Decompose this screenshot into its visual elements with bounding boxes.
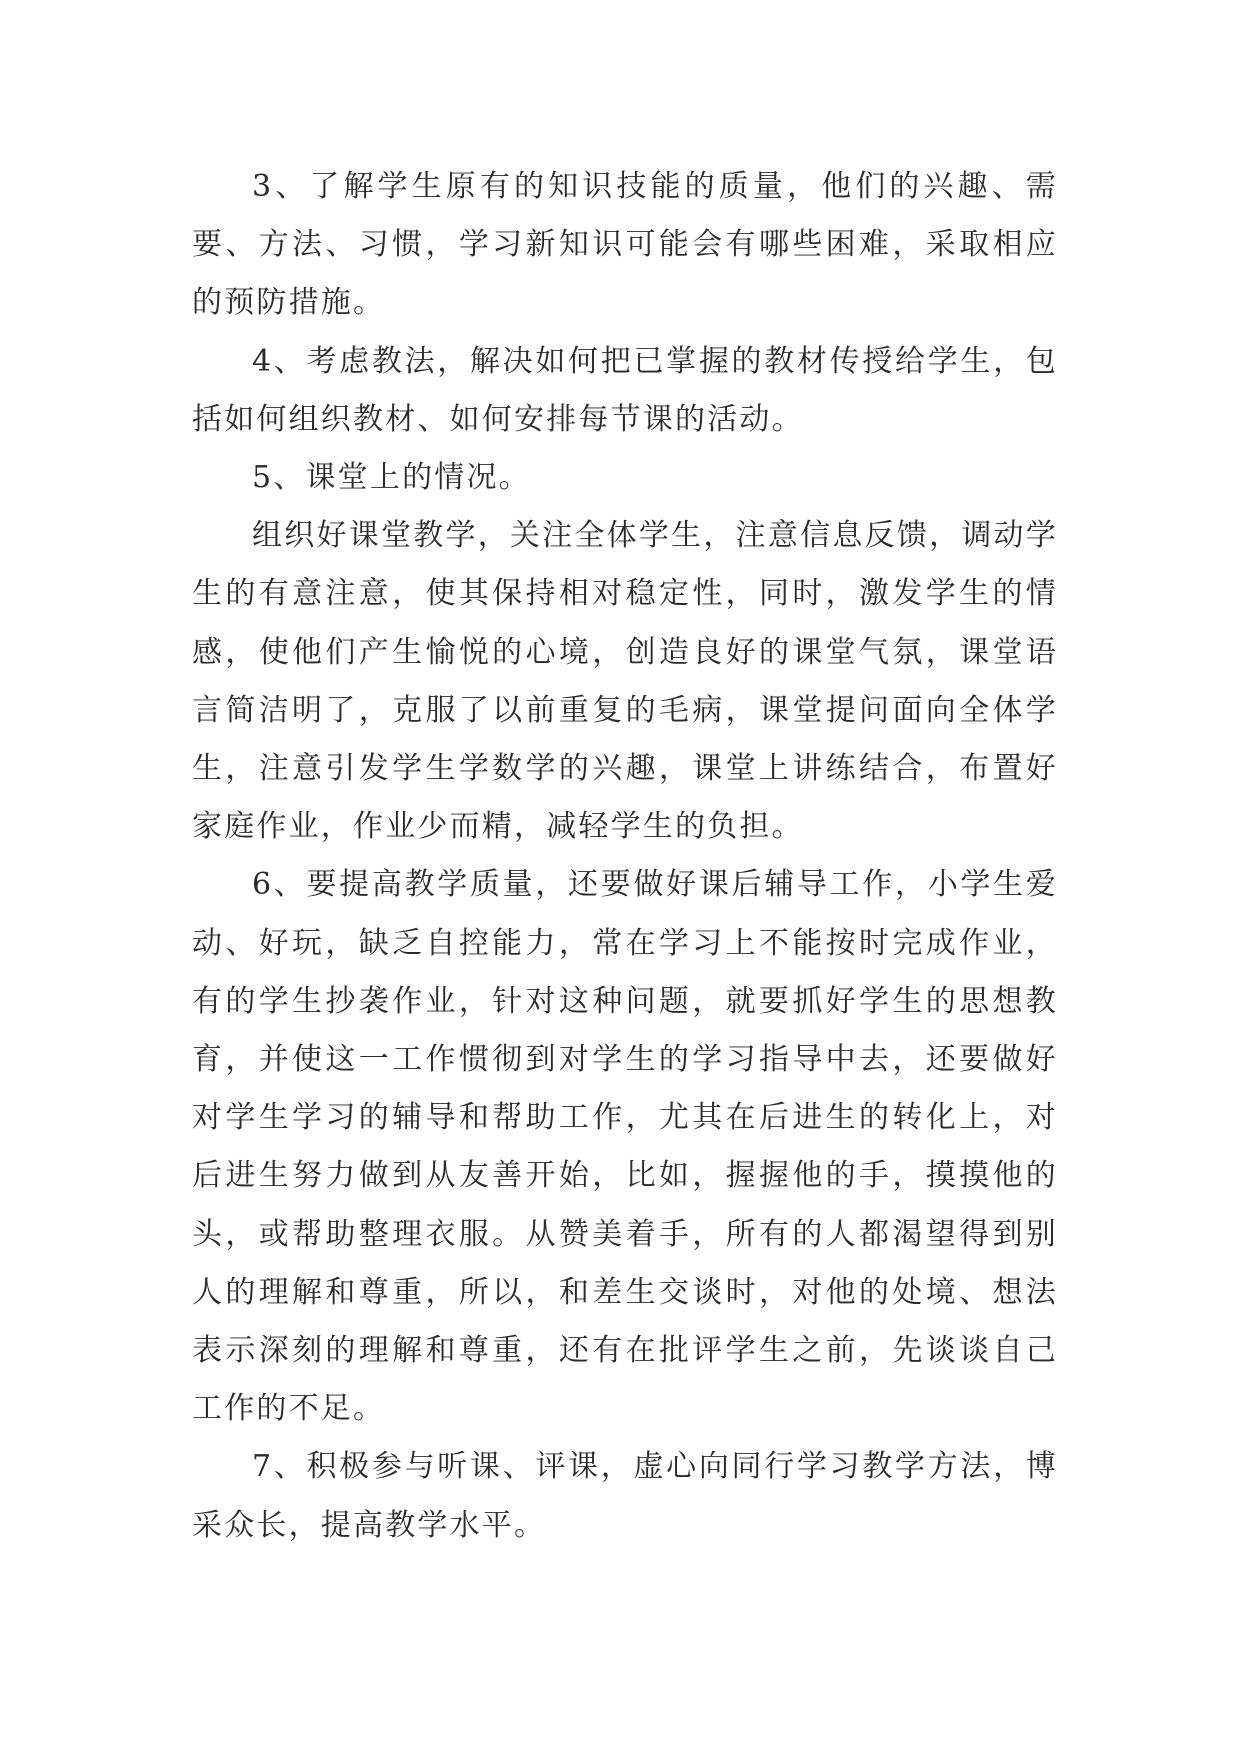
paragraph-item-5: 5、课堂上的情况。: [252, 460, 531, 496]
paragraph-item-4: 4、考虑教法，解决如何把已掌握的教材传授给学生，包括如何组织教材、如何安排每节课的活动。: [192, 343, 1058, 437]
paragraph-item-7: 7、积极参与听课、评课，虚心向同行学习教学方法，博采众长，提高教学水平。: [192, 1449, 1058, 1543]
document-body: [192, 158, 1058, 1555]
paragraph-item-6: 6、要提高教学质量，还要做好课后辅导工作，小学生爱动、好玩，缺乏自控能力，常在学习上不能按时完成作业，有的学生抄袭作业，针对这种问题，就要抓好学生的思想教育，并使这一工作惯彻到对学生的学习指导中去，还要做好对学生学习的辅导和帮助工作，尤其在后进生的转化上，对后进生努力做到从友善开始，比如，握握他的手，摸摸他的头，或帮助整理衣服。从赞美着手，所有的人都渴望得到别人的理解和尊重，所以，和差生交谈时，对他的处境、想法表示深刻的理解和尊重，还有在批评学生之前，先谈谈自己工作的不足。: [192, 867, 1058, 1427]
paragraph-classroom-organization: 组织好课堂教学，关注全体学生，注意信息反馈，调动学生的有意注意，使其保持相对稳定性，同时，激发学生的情感，使他们产生愉悦的心境，创造良好的课堂气氛，课堂语言简洁明了，克服了以前重复的毛病，课堂提问面向全体学生，注意引发学生学数学的兴趣，课堂上讲练结合，布置好家庭作业，作业少而精，减轻学生的负担。: [192, 518, 1058, 845]
paragraph-item-3: 3、了解学生原有的知识技能的质量，他们的兴趣、需要、方法、习惯，学习新知识可能会有哪些困难，采取相应的预防措施。: [192, 169, 1058, 321]
